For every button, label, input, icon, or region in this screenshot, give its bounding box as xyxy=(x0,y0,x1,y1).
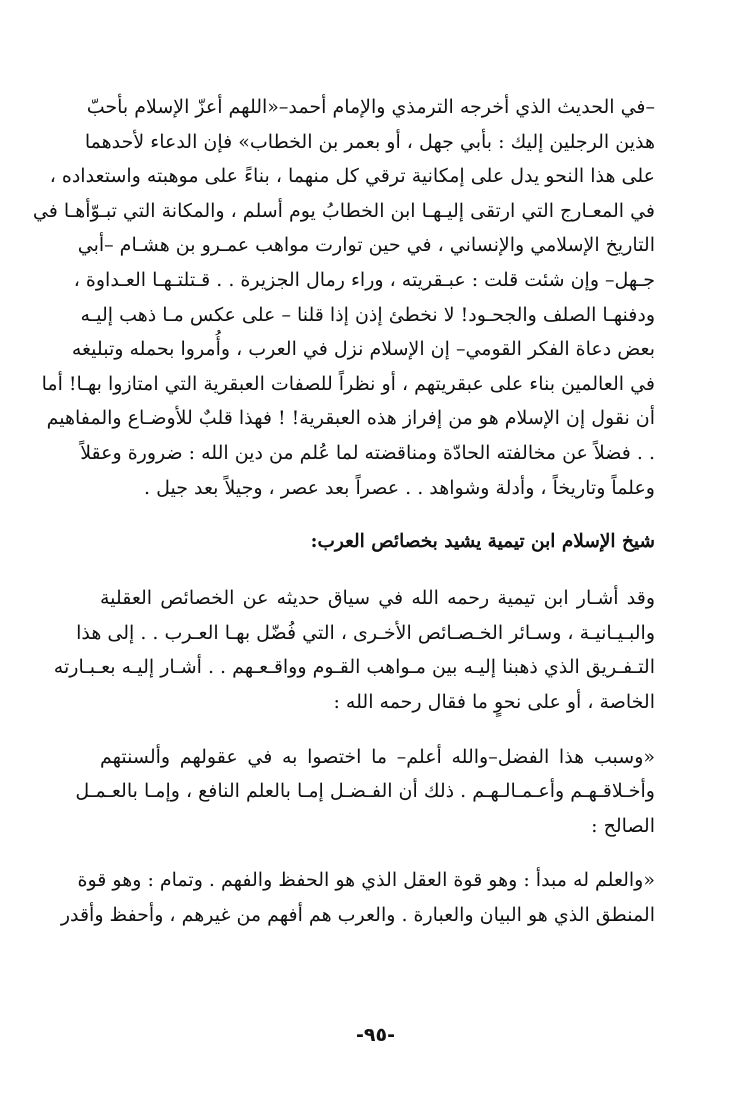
text-line: وقد أشـار ابن تيمية رحمه الله في سياق حديثه عن الخصائص العقلية xyxy=(100,587,655,610)
text-line: في المعـارج التي ارتقى إليـهـا ابن الخطابُ يوم أسلم ، والمكانة التي تبـوّأهـا في xyxy=(32,199,655,222)
text-line: المنطق الذي هو البيان والعبارة . والعرب هم أفهم من غيرهم ، وأحفظ وأقدر xyxy=(60,903,655,926)
text-line: . . فضلاً عن مخالفته الحادّة ومناقضته لما عُلم من دين الله : ضرورة وعقلاً xyxy=(80,441,655,464)
text-line: بعض دعاة الفكر القومي– إن الإسلام نزل في العرب ، وأُمروا بحمله وتبليغه xyxy=(71,338,655,361)
text-line: في العالمين بناء على عبقريتهم ، أو نظراً للصفات العبقرية التي امتازوا بهـا! أما xyxy=(41,372,655,395)
text-line: والبـيـانيـة ، وسـائر الخـصـائص الأخـرى ، التي فُضّل بهـا العـرب . . إلى هذا xyxy=(76,621,655,644)
text-line: التاريخ الإسلامي والإنساني ، في حين توارت مواهب عمـرو بن هشـام –أبي xyxy=(77,234,655,257)
text-line: على هذا النحو يدل على إمكانية ترقي كل منهما ، بناءً على موهبته واستعداده ، xyxy=(49,165,655,188)
text-line: أن نقول إن الإسلام هو من إفراز هذه العبقرية! ! فهذا قلبٌ للأوضـاع والمفاهيم xyxy=(46,407,655,430)
text-line: هذين الرجلين إليك : بأبي جهل ، أو بعمر بن الخطاب» فإن الدعاء لأحدهما xyxy=(84,130,655,153)
text-line: ودفنهـا الصلف والجحـود! لا نخطئ إذن إذا قلنا – على عكس مـا ذهب إليـه xyxy=(80,303,655,326)
text-line: «وسبب هذا الفضل–والله أعلم– ما اختصوا به في عقولهم وألسنتهم xyxy=(100,745,655,768)
text-line: جـهل– وإن شئت قلت : عبـقريته ، وراء رمال الجزيرة . . قـتلتـهـا العـداوة ، xyxy=(73,268,655,291)
text-line: وعلماً وتاريخاً ، وأدلة وشواهد . . عصراً بعد عصر ، وجيلاً بعد جيل . xyxy=(144,476,655,499)
text-line: –في الحديث الذي أخرجه الترمذي والإمام أحمد–«اللهم أعزّ الإسلام بأحبّ xyxy=(86,96,655,118)
text-line: وأخـلاقـهـم وأعـمـالـهـم . ذلك أن الفـضـل إمـا بالعلم النافع ، وإمـا بالعـمـل xyxy=(75,780,655,803)
paragraph-1 xyxy=(32,90,655,505)
page-body xyxy=(32,90,655,932)
section-heading: شيخ الإسلام ابن تيمية يشيد بخصائص العرب: xyxy=(310,531,655,553)
paragraph-2 xyxy=(53,581,655,719)
quote-paragraph xyxy=(75,740,655,844)
page-number: -٩٥- xyxy=(356,1024,395,1046)
text-line: الخاصة ، أو على نحوٍ ما فقال رحمه الله : xyxy=(333,690,655,713)
quote-paragraph-2 xyxy=(60,863,655,932)
text-line: التـفـريق الذي ذهبنا إليـه بين مـواهب القـوم وواقـعـهم . . أشـار إليـه بعـبـارته xyxy=(53,656,655,679)
text-line: «والعلم له مبدأ : وهو قوة العقل الذي هو الحفظ والفهم . وتمام : وهو قوة xyxy=(77,869,655,892)
text-line: الصالح : xyxy=(591,814,655,837)
